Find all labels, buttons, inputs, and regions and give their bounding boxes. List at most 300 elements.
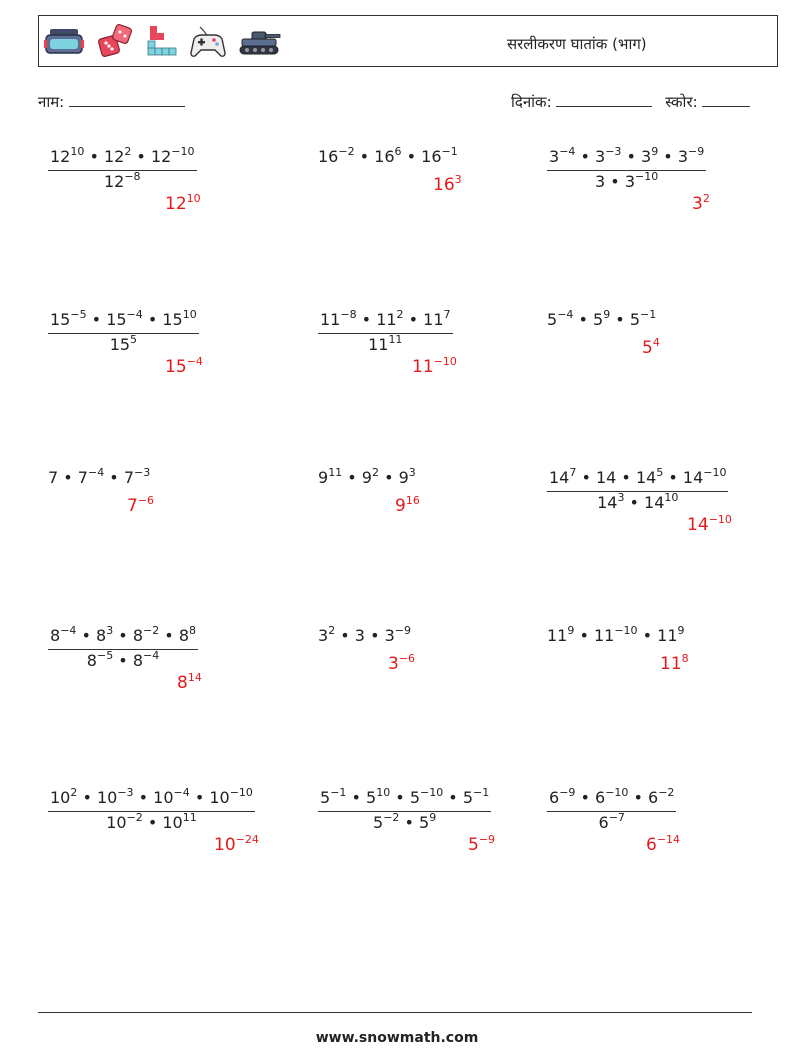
power-term bbox=[318, 626, 335, 645]
term-base: 15 bbox=[165, 357, 187, 377]
term-base: 6 bbox=[549, 788, 560, 807]
power-term bbox=[50, 310, 87, 329]
power-term bbox=[547, 626, 574, 645]
term-exponent: 2 bbox=[396, 308, 404, 321]
multiply-dot: • bbox=[576, 468, 596, 487]
multiply-dot: • bbox=[364, 626, 385, 645]
term-base: 10 bbox=[214, 835, 236, 855]
answer-9 bbox=[687, 515, 732, 535]
term-exponent: 11 bbox=[182, 811, 197, 824]
multiply-dot: • bbox=[76, 626, 97, 645]
term-exponent: −2 bbox=[338, 145, 355, 158]
term-base: 11 bbox=[423, 310, 444, 329]
term-exponent: 9 bbox=[567, 624, 575, 637]
date-label: दिनांक: bbox=[511, 93, 552, 111]
power-term bbox=[106, 813, 143, 832]
multiply-dot: • bbox=[133, 788, 154, 807]
multiply-dot: • bbox=[401, 147, 422, 166]
term-base: 3 bbox=[677, 147, 689, 166]
term-base: 14 bbox=[687, 515, 709, 535]
term-exponent: 5 bbox=[656, 466, 664, 479]
answer-term bbox=[646, 835, 680, 855]
denominator bbox=[48, 650, 198, 669]
footer-divider bbox=[38, 1012, 752, 1013]
term-exponent: 3 bbox=[617, 491, 625, 504]
answer-1 bbox=[165, 194, 201, 214]
term-base: 11 bbox=[412, 357, 434, 377]
multiply-dot: • bbox=[663, 468, 683, 487]
term-exponent: −10 bbox=[229, 786, 253, 799]
term-exponent: 9 bbox=[429, 811, 437, 824]
term-exponent: −4 bbox=[60, 624, 77, 637]
multiply-dot: • bbox=[390, 788, 410, 807]
multiply-dot: • bbox=[637, 626, 658, 645]
term-exponent: −4 bbox=[87, 466, 105, 479]
power-term bbox=[373, 813, 399, 832]
fraction bbox=[547, 466, 728, 512]
term-base: 8 bbox=[178, 626, 190, 645]
power-term bbox=[596, 468, 616, 487]
power-term bbox=[318, 147, 355, 166]
power-term bbox=[625, 172, 658, 191]
score-label: स्कोर: bbox=[665, 93, 698, 111]
term-exponent: 7 bbox=[443, 308, 451, 321]
term-exponent: −9 bbox=[688, 145, 705, 158]
term-base: 6 bbox=[595, 788, 606, 807]
term-exponent: 3 bbox=[106, 624, 114, 637]
term-base: 11 bbox=[660, 654, 682, 674]
problem-13 bbox=[48, 786, 255, 832]
date-blank[interactable] bbox=[556, 94, 652, 107]
term-exponent: 16 bbox=[405, 494, 420, 507]
numerator bbox=[48, 624, 198, 650]
term-base: 16 bbox=[421, 147, 442, 166]
term-base: 3 bbox=[354, 626, 365, 645]
multiply-dot: • bbox=[443, 788, 463, 807]
gamepad-icon bbox=[190, 25, 226, 59]
term-base: 9 bbox=[318, 468, 329, 487]
fraction bbox=[318, 308, 453, 354]
term-exponent: −1 bbox=[473, 786, 490, 799]
term-base: 9 bbox=[398, 468, 409, 487]
term-base: 15 bbox=[50, 310, 71, 329]
term-base: 7 bbox=[77, 468, 88, 487]
term-exponent: −8 bbox=[124, 170, 141, 183]
term-base: 3 bbox=[641, 147, 652, 166]
term-exponent: −10 bbox=[605, 786, 629, 799]
term-base: 11 bbox=[376, 310, 397, 329]
answer-5 bbox=[412, 357, 457, 377]
term-base: 8 bbox=[50, 626, 61, 645]
power-term bbox=[599, 813, 625, 832]
power-term bbox=[133, 651, 159, 670]
answer-15 bbox=[646, 835, 680, 855]
term-exponent: −1 bbox=[330, 786, 347, 799]
term-base: 15 bbox=[106, 310, 127, 329]
denominator bbox=[318, 334, 453, 353]
term-exponent: −2 bbox=[658, 786, 675, 799]
power-term bbox=[48, 468, 58, 487]
answer-7 bbox=[127, 496, 154, 516]
answer-term bbox=[468, 835, 495, 855]
term-exponent: 10 bbox=[664, 491, 679, 504]
term-exponent: 10 bbox=[186, 192, 201, 205]
multiply-dot: • bbox=[159, 626, 179, 645]
power-term bbox=[595, 147, 621, 166]
problem-5 bbox=[318, 308, 453, 354]
power-term bbox=[597, 493, 624, 512]
fraction bbox=[48, 786, 255, 832]
power-term bbox=[179, 626, 196, 645]
term-base: 12 bbox=[165, 194, 187, 214]
multiply-dot: • bbox=[574, 626, 594, 645]
denominator bbox=[48, 171, 197, 190]
power-term bbox=[368, 335, 402, 354]
term-base: 5 bbox=[320, 788, 331, 807]
term-base: 10 bbox=[162, 813, 183, 832]
denominator bbox=[547, 812, 676, 831]
answer-term bbox=[692, 194, 710, 214]
answer-11 bbox=[388, 654, 415, 674]
answer-term bbox=[412, 357, 457, 377]
term-base: 8 bbox=[132, 651, 143, 670]
worksheet-header bbox=[38, 15, 778, 67]
term-base: 5 bbox=[547, 310, 558, 329]
term-base: 3 bbox=[595, 172, 606, 191]
answer-term bbox=[214, 835, 259, 855]
term-base: 5 bbox=[373, 813, 384, 832]
term-base: 5 bbox=[642, 338, 653, 358]
footer-url: www.snowmath.com bbox=[315, 1030, 479, 1046]
answer-term bbox=[127, 496, 154, 516]
term-base: 10 bbox=[153, 788, 174, 807]
term-exponent: 6 bbox=[394, 145, 402, 158]
multiply-dot: • bbox=[378, 468, 399, 487]
term-base: 11 bbox=[368, 335, 389, 354]
term-base: 3 bbox=[595, 147, 606, 166]
multiply-dot: • bbox=[86, 310, 107, 329]
answer-term bbox=[687, 515, 732, 535]
term-exponent: −4 bbox=[173, 786, 190, 799]
term-base: 5 bbox=[366, 788, 377, 807]
term-base: 8 bbox=[86, 651, 97, 670]
term-base: 8 bbox=[132, 626, 143, 645]
term-exponent: −1 bbox=[640, 308, 657, 321]
term-exponent: 2 bbox=[702, 192, 710, 205]
term-base: 3 bbox=[624, 172, 635, 191]
problem-3 bbox=[547, 145, 706, 191]
term-exponent: 11 bbox=[328, 466, 343, 479]
term-base: 12 bbox=[50, 147, 71, 166]
term-exponent: −1 bbox=[441, 145, 458, 158]
power-term bbox=[50, 626, 76, 645]
term-exponent: −10 bbox=[703, 466, 727, 479]
answer-13 bbox=[214, 835, 259, 855]
problem-8 bbox=[318, 466, 416, 487]
fraction bbox=[48, 145, 197, 191]
power-term bbox=[463, 788, 489, 807]
multiply-dot: • bbox=[142, 813, 163, 832]
multiply-dot: • bbox=[113, 626, 133, 645]
power-term bbox=[162, 813, 196, 832]
term-base: 9 bbox=[395, 496, 406, 516]
term-base: 6 bbox=[648, 788, 659, 807]
term-exponent: −14 bbox=[656, 833, 681, 846]
power-term bbox=[549, 468, 576, 487]
term-exponent: −9 bbox=[559, 786, 576, 799]
term-base: 3 bbox=[388, 654, 399, 674]
problem-12 bbox=[547, 624, 685, 645]
term-base: 5 bbox=[593, 310, 604, 329]
denominator bbox=[318, 812, 491, 831]
term-exponent: −6 bbox=[137, 494, 155, 507]
answer-4 bbox=[165, 357, 203, 377]
multiply-dot: • bbox=[77, 788, 97, 807]
term-base: 3 bbox=[384, 626, 395, 645]
numerator bbox=[547, 466, 728, 492]
term-base: 5 bbox=[419, 813, 430, 832]
power-term bbox=[410, 788, 443, 807]
term-exponent: −9 bbox=[478, 833, 496, 846]
problem-14 bbox=[318, 786, 491, 832]
fraction bbox=[547, 786, 676, 832]
power-term bbox=[50, 147, 84, 166]
worksheet-title: सरलीकरण घातांक (भाग) bbox=[507, 35, 647, 53]
answer-3 bbox=[692, 194, 710, 214]
denominator bbox=[547, 171, 706, 190]
term-exponent: 8 bbox=[681, 652, 689, 665]
multiply-dot: • bbox=[575, 788, 596, 807]
power-term bbox=[318, 468, 342, 487]
power-term bbox=[106, 310, 143, 329]
term-exponent: −4 bbox=[186, 355, 203, 368]
problem-10 bbox=[48, 624, 198, 670]
term-exponent: −8 bbox=[340, 308, 357, 321]
term-exponent: 10 bbox=[182, 308, 197, 321]
term-base: 16 bbox=[374, 147, 395, 166]
answer-term bbox=[388, 654, 415, 674]
term-exponent: −2 bbox=[126, 811, 143, 824]
term-exponent: −5 bbox=[70, 308, 87, 321]
power-term bbox=[162, 310, 196, 329]
power-term bbox=[593, 310, 610, 329]
term-base: 12 bbox=[103, 147, 125, 166]
term-base: 6 bbox=[646, 835, 657, 855]
term-base: 3 bbox=[549, 147, 560, 166]
power-term bbox=[104, 147, 131, 166]
power-term bbox=[320, 310, 357, 329]
term-exponent: 14 bbox=[187, 671, 202, 684]
term-exponent: −5 bbox=[96, 649, 114, 662]
problem-6 bbox=[547, 308, 657, 329]
multiply-dot: • bbox=[131, 147, 151, 166]
power-term bbox=[320, 788, 346, 807]
tank-icon bbox=[238, 27, 282, 57]
multiply-dot: • bbox=[189, 788, 210, 807]
term-base: 5 bbox=[468, 835, 479, 855]
power-term bbox=[648, 788, 674, 807]
term-base: 7 bbox=[127, 496, 138, 516]
answer-term bbox=[165, 194, 201, 214]
fraction bbox=[547, 145, 706, 191]
term-base: 14 bbox=[644, 493, 665, 512]
term-exponent: −3 bbox=[134, 466, 151, 479]
power-term bbox=[595, 788, 628, 807]
power-term bbox=[366, 788, 390, 807]
power-term bbox=[657, 626, 684, 645]
term-exponent: 9 bbox=[651, 145, 659, 158]
name-blank[interactable] bbox=[69, 94, 185, 107]
numerator bbox=[547, 786, 676, 812]
term-base: 12 bbox=[150, 147, 172, 166]
term-exponent: −10 bbox=[171, 145, 195, 158]
problem-11 bbox=[318, 624, 411, 645]
power-term bbox=[104, 172, 141, 191]
term-exponent: 10 bbox=[376, 786, 391, 799]
term-exponent: −4 bbox=[126, 308, 143, 321]
power-term bbox=[423, 310, 450, 329]
numerator bbox=[48, 145, 197, 171]
answer-term bbox=[642, 338, 660, 358]
score-blank[interactable] bbox=[702, 94, 750, 107]
answer-term bbox=[395, 496, 420, 516]
power-term bbox=[362, 468, 379, 487]
term-exponent: −4 bbox=[143, 649, 160, 662]
multiply-dot: • bbox=[142, 310, 163, 329]
multiply-dot: • bbox=[342, 468, 362, 487]
power-term bbox=[421, 147, 458, 166]
term-base: 10 bbox=[209, 788, 230, 807]
multiply-dot: • bbox=[346, 788, 367, 807]
power-term bbox=[124, 468, 150, 487]
answer-2 bbox=[433, 175, 462, 195]
term-base: 14 bbox=[682, 468, 704, 487]
power-term bbox=[96, 626, 113, 645]
power-term bbox=[374, 147, 401, 166]
multiply-dot: • bbox=[624, 493, 645, 512]
power-term bbox=[419, 813, 436, 832]
power-term bbox=[630, 310, 656, 329]
dice-icon bbox=[96, 24, 134, 60]
power-term bbox=[151, 147, 195, 166]
term-base: 14 bbox=[597, 493, 618, 512]
date-field bbox=[511, 92, 750, 112]
term-exponent: −3 bbox=[605, 145, 622, 158]
term-base: 14 bbox=[635, 468, 657, 487]
power-term bbox=[594, 626, 638, 645]
multiply-dot: • bbox=[84, 147, 104, 166]
term-base: 11 bbox=[593, 626, 615, 645]
numerator bbox=[318, 308, 453, 334]
vr-headset-icon bbox=[44, 27, 84, 57]
fraction bbox=[318, 786, 491, 832]
denominator bbox=[48, 812, 255, 831]
term-base: 10 bbox=[96, 788, 118, 807]
multiply-dot: • bbox=[575, 147, 596, 166]
term-base: 5 bbox=[409, 788, 420, 807]
multiply-dot: • bbox=[335, 626, 355, 645]
term-base: 11 bbox=[657, 626, 678, 645]
term-exponent: 10 bbox=[70, 145, 85, 158]
term-exponent: −24 bbox=[235, 833, 259, 846]
multiply-dot: • bbox=[610, 310, 630, 329]
term-base: 15 bbox=[109, 335, 131, 354]
term-exponent: 2 bbox=[124, 145, 132, 158]
power-term bbox=[641, 147, 658, 166]
multiply-dot: • bbox=[628, 788, 649, 807]
term-exponent: 8 bbox=[189, 624, 197, 637]
power-term bbox=[355, 626, 365, 645]
term-base: 14 bbox=[549, 468, 570, 487]
term-base: 16 bbox=[318, 147, 339, 166]
term-base: 11 bbox=[320, 310, 341, 329]
term-exponent: −10 bbox=[433, 355, 457, 368]
problem-4 bbox=[48, 308, 199, 354]
term-exponent: 9 bbox=[677, 624, 685, 637]
term-exponent: 9 bbox=[603, 308, 611, 321]
multiply-dot: • bbox=[658, 147, 678, 166]
multiply-dot: • bbox=[354, 147, 375, 166]
power-term bbox=[110, 335, 137, 354]
power-term bbox=[153, 788, 190, 807]
term-exponent: −4 bbox=[557, 308, 574, 321]
answer-10 bbox=[177, 673, 202, 693]
term-exponent: 3 bbox=[408, 466, 416, 479]
term-exponent: −4 bbox=[559, 145, 576, 158]
term-base: 9 bbox=[361, 468, 372, 487]
problem-1 bbox=[48, 145, 197, 191]
term-base: 6 bbox=[598, 813, 609, 832]
term-base: 14 bbox=[595, 468, 617, 487]
power-term bbox=[547, 310, 573, 329]
multiply-dot: • bbox=[616, 468, 636, 487]
term-base: 16 bbox=[433, 175, 455, 195]
power-term bbox=[636, 468, 663, 487]
numerator bbox=[48, 786, 255, 812]
answer-term bbox=[433, 175, 462, 195]
power-term bbox=[549, 788, 575, 807]
fraction bbox=[48, 624, 198, 670]
term-base: 7 bbox=[123, 468, 134, 487]
term-base: 7 bbox=[48, 468, 59, 487]
term-exponent: −6 bbox=[398, 652, 416, 665]
term-exponent: −2 bbox=[383, 811, 400, 824]
term-exponent: −3 bbox=[117, 786, 134, 799]
power-term bbox=[78, 468, 104, 487]
term-exponent: −10 bbox=[635, 170, 659, 183]
multiply-dot: • bbox=[104, 468, 124, 487]
multiply-dot: • bbox=[403, 310, 424, 329]
power-term bbox=[678, 147, 704, 166]
power-term bbox=[376, 310, 403, 329]
term-exponent: 5 bbox=[130, 333, 138, 346]
problem-9 bbox=[547, 466, 728, 512]
term-exponent: 2 bbox=[70, 786, 78, 799]
name-label: नाम: bbox=[38, 93, 65, 111]
term-exponent: −7 bbox=[608, 811, 625, 824]
term-base: 8 bbox=[177, 673, 188, 693]
term-exponent: −10 bbox=[708, 513, 732, 526]
term-exponent: 7 bbox=[569, 466, 577, 479]
header-icons bbox=[44, 22, 282, 62]
multiply-dot: • bbox=[113, 651, 133, 670]
term-exponent: 11 bbox=[388, 333, 403, 346]
fraction bbox=[48, 308, 199, 354]
multiply-dot: • bbox=[356, 310, 377, 329]
power-term bbox=[97, 788, 134, 807]
term-exponent: 2 bbox=[371, 466, 379, 479]
term-base: 5 bbox=[629, 310, 640, 329]
